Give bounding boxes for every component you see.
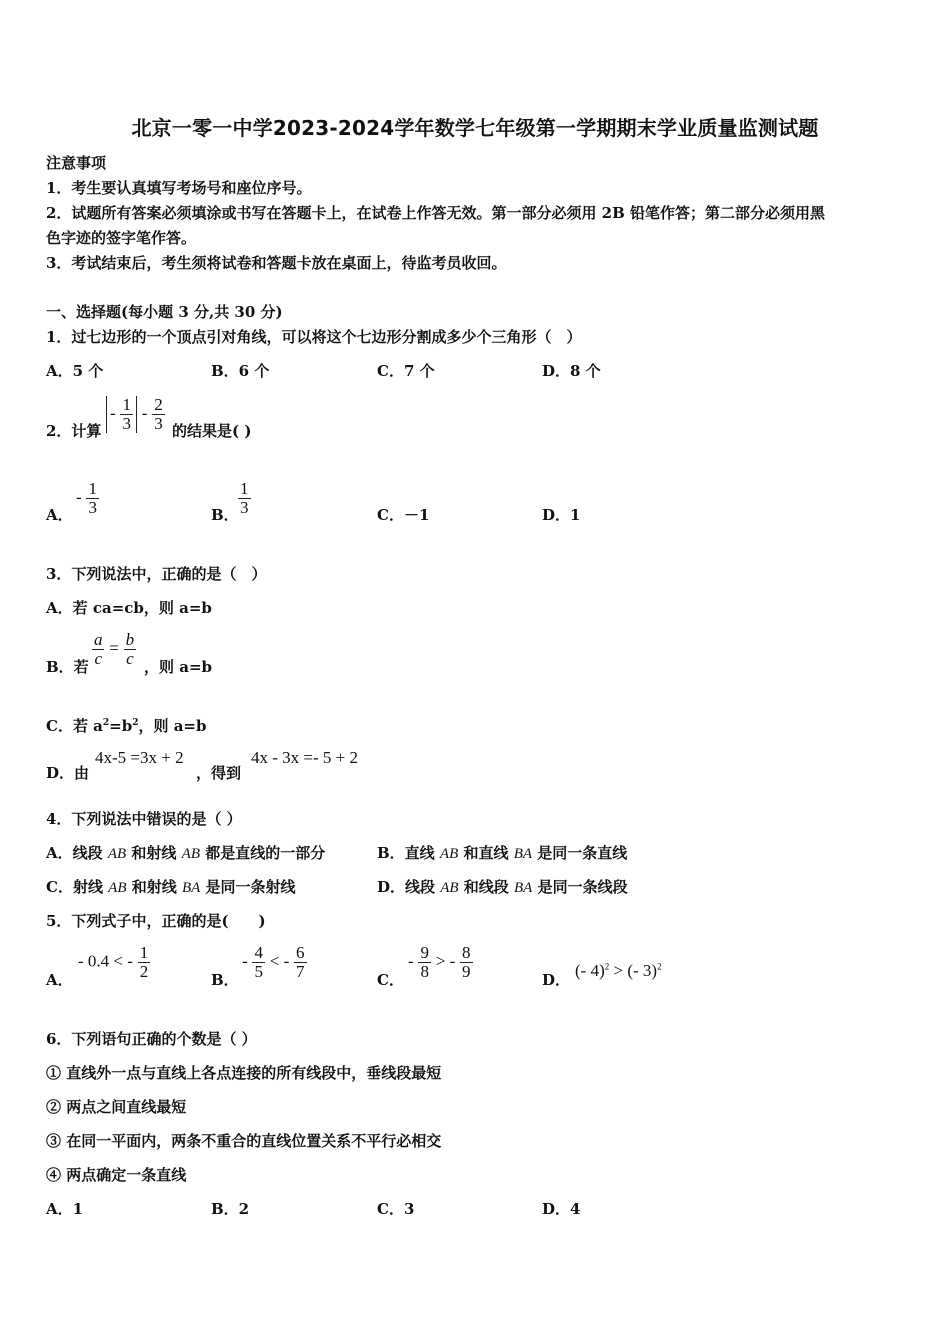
page-title: 北京一零一中学2023-2024学年数学七年级第一学期期末学业质量监测试题 (131, 116, 819, 140)
q3-option-d-middle: ，得到 (196, 764, 242, 782)
q5-option-c-expression: - $\frac{9}{8}$ > - $\frac{8}{9}$ (408, 943, 471, 981)
q6-option-c: C．3 (377, 1200, 415, 1218)
section-heading: 一、选择题(每小题 3 分,共 30 分) (46, 303, 283, 321)
q5-option-d-expression: (- 4)$^2$ > (- 3)$^2$ (575, 961, 662, 980)
q2-prefix: 2．计算 (46, 422, 102, 440)
q5-stem: 5．下列式子中，正确的是( ) (46, 912, 266, 930)
q4-option-c: C．射线 AB 和射线 BA 是同一条射线 (46, 878, 296, 896)
q3-stem: 3．下列说法中，正确的是（ ） (46, 565, 267, 583)
q5-option-b-label: B． (211, 971, 239, 989)
q3-option-d-equation-2: 4x - 3x =- 5 + 2 (251, 748, 358, 767)
q2-fraction-2-3: $\frac{2}{3}$ (154, 395, 163, 433)
q2-option-c: C．－1 (377, 506, 430, 524)
notes-item-1: 1．考生要认真填写考场号和座位序号。 (46, 179, 312, 197)
q3-option-d-prefix: D．由 (46, 764, 90, 782)
q1-option-d: D．8 个 (542, 362, 601, 380)
q3-option-d-equation-1: 4x-5 =3x + 2 (95, 748, 184, 767)
q2-option-b-label: B． (211, 506, 239, 524)
q2-option-b-value: $\frac{1}{3}$ (240, 479, 249, 517)
q5-option-a-label: A． (46, 971, 73, 989)
q1-option-a: A．5 个 (46, 362, 104, 380)
q4-stem: 4．下列说法中错误的是（ ） (46, 810, 242, 828)
q2-option-a-label: A． (46, 506, 73, 524)
q3-option-c: C．若 $a^2=b^2$，则 a=b (46, 717, 207, 735)
q5-option-a-expression: - 0.4 < - $\frac{1}{2}$ (78, 943, 149, 981)
q2-option-a-value: - $\frac{1}{3}$ (76, 479, 97, 517)
q5-option-d-label: D． (542, 971, 571, 989)
q2-fraction-1-3: $\frac{1}{3}$ (122, 395, 131, 433)
q2-suffix: 的结果是( ) (172, 422, 252, 440)
q6-statement-1: ① 直线外一点与直线上各点连接的所有线段中，垂线段最短 (46, 1064, 442, 1082)
q2-expression: - $\frac{1}{3}$ - $\frac{2}{3}$ (106, 396, 165, 433)
q1-option-c: C．7 个 (377, 362, 435, 380)
q4-option-d: D．线段 AB 和线段 BA 是同一条线段 (377, 878, 628, 896)
notes-heading: 注意事项 (46, 154, 107, 172)
q6-stem: 6．下列语句正确的个数是（ ） (46, 1030, 257, 1048)
q2-absolute-value: - $\frac{1}{3}$ (106, 396, 137, 433)
q2-option-d: D．1 (542, 506, 581, 524)
q4-option-b: B．直线 AB 和直线 BA 是同一条直线 (377, 844, 628, 862)
q3-option-a: A．若 ca=cb，则 a=b (46, 599, 212, 617)
q6-statement-4: ④ 两点确定一条直线 (46, 1166, 187, 1184)
q6-option-b: B．2 (211, 1200, 250, 1218)
notes-item-3: 3．考试结束后，考生须将试卷和答题卡放在桌面上，待监考员收回。 (46, 254, 507, 272)
q6-statement-2: ② 两点之间直线最短 (46, 1098, 187, 1116)
q6-option-d: D．4 (542, 1200, 581, 1218)
q6-option-a: A．1 (46, 1200, 84, 1218)
notes-item-2: 2．试题所有答案必须填涂或书写在答题卡上，在试卷上作答无效。第一部分必须用 2B 铅笔作答；第二部分必须用黑 (46, 204, 826, 222)
q6-statement-3: ③ 在同一平面内，两条不重合的直线位置关系不平行必相交 (46, 1132, 442, 1150)
q3-option-b-suffix: ，则 a=b (144, 658, 212, 676)
q1-stem: 1．过七边形的一个顶点引对角线，可以将这个七边形分割成多少个三角形（ ） (46, 328, 582, 346)
notes-item-2-cont: 色字迹的签字笔作答。 (46, 229, 197, 247)
q5-option-c-label: C． (377, 971, 404, 989)
q3-option-b-prefix: B．若 (46, 658, 89, 676)
q3-option-b-expression: $\frac{a}{c}$ = $\frac{b}{c}$ (94, 630, 135, 668)
q1-option-b: B．6 个 (211, 362, 270, 380)
q4-option-a: A．线段 AB 和射线 AB 都是直线的一部分 (46, 844, 326, 862)
q5-option-b-expression: - $\frac{4}{5}$ < - $\frac{6}{7}$ (242, 943, 305, 981)
